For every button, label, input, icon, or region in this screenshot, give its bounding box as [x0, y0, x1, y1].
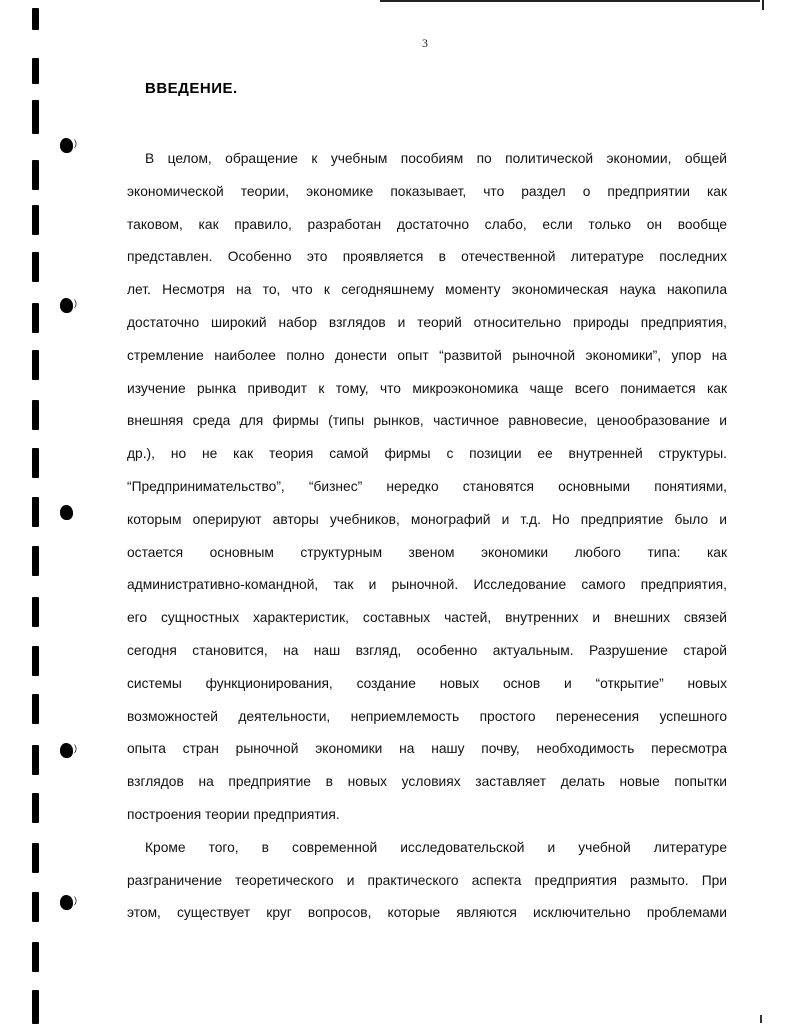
scan-margin-bar — [32, 497, 39, 527]
text-line: таковом, как правило, разработан достаточно слабо, если только он вообще — [127, 216, 727, 232]
scan-margin-bar — [32, 597, 39, 627]
scan-margin-bar — [32, 58, 39, 84]
paragraph — [127, 143, 727, 832]
text-line: “Предпринимательство”, “бизнес” нередко становятся основными понятиями, — [127, 478, 727, 494]
scan-margin-bar — [32, 100, 39, 134]
text-line: этом, существует круг вопросов, которые являются исключительно проблемами — [127, 905, 727, 921]
binding-hole-blot: ) — [60, 138, 77, 158]
text-line: разграничение теоретического и практического аспекта предприятия размыто. При — [127, 872, 727, 888]
text-line: которым оперируют авторы учебников, монографий и т.д. Но предприятие было и — [127, 511, 727, 527]
text-line: стремление наиболее полно донести опыт “развитой рыночной экономики”, упор на — [127, 347, 727, 363]
page-number: 3 — [422, 36, 428, 50]
scan-margin-bar — [32, 448, 39, 478]
text-line: системы функционирования, создание новых основ и “открытие” новых — [127, 675, 727, 691]
scan-margin-bar — [32, 350, 39, 380]
text-line: В целом, обращение к учебным пособиям по политической экономии, общей — [145, 151, 727, 166]
scan-margin-bar — [32, 252, 39, 282]
binding-hole-blot: ) — [60, 743, 77, 763]
text-line: сегодня становится, на наш взгляд, особенно актуальным. Разрушение старой — [127, 642, 727, 658]
binding-hole-blot: ) — [60, 895, 77, 915]
scan-margin-bar — [32, 8, 39, 30]
scan-margin-bar — [32, 942, 39, 972]
text-line: административно-командной, так и рыночной. Исследование самого предприятия, — [127, 577, 727, 593]
section-heading: ВВЕДЕНИЕ. — [145, 80, 238, 97]
scan-margin-bar — [32, 694, 39, 724]
text-line: построения теории предприятия. — [127, 806, 340, 822]
scan-margin-bar — [32, 646, 39, 676]
text-line: лет. Несмотря на то, что к сегодняшнему моменту экономическая наука накопила — [127, 282, 727, 298]
scan-corner-mark — [760, 1015, 762, 1023]
text-line: внешняя среда для фирмы (типы рынков, частичное равновесие, ценообразование и — [127, 413, 727, 429]
text-line: экономической теории, экономике показывает, что раздел о предприятии как — [127, 183, 727, 199]
scan-margin-bar — [32, 793, 39, 823]
text-line: остается основным структурным звеном экономики любого типа: как — [127, 544, 727, 560]
text-line: Кроме того, в современной исследовательской и учебной литературе — [145, 839, 727, 855]
scan-margin-bar — [32, 990, 39, 1024]
scan-margin-bar — [32, 843, 39, 873]
text-line: взглядов на предприятие в новых условиях заставляет делать новые попытки — [127, 774, 727, 790]
binding-hole-blot — [60, 505, 73, 525]
binding-hole-blot: ) — [60, 298, 77, 318]
text-line: опыта стран рыночной экономики на нашу почву, необходимость пересмотра — [127, 741, 727, 757]
text-line: др.), но не как теория самой фирмы с позиции ее внутренней структуры. — [127, 446, 727, 462]
scan-margin-bar — [32, 303, 39, 333]
text-line: возможностей деятельности, неприемлемость простого перенесения успешного — [127, 708, 727, 724]
text-line: изучение рынка приводит к тому, что микроэкономика чаще всего понимается как — [127, 380, 727, 396]
text-line: его сущностных характеристик, составных частей, внутренних и внешних связей — [127, 610, 727, 626]
scan-margin-bar — [32, 745, 39, 775]
paragraph — [127, 832, 727, 930]
scan-margin-bar — [32, 892, 39, 922]
scan-top-corner — [756, 0, 764, 10]
text-line: представлен. Особенно это проявляется в отечественной литературе последних — [127, 249, 727, 265]
scan-top-edge — [380, 0, 760, 2]
text-line: достаточно широкий набор взглядов и теорий относительно природы предприятия, — [127, 314, 727, 330]
body-text — [127, 143, 727, 930]
scan-margin-bar — [32, 160, 39, 190]
scan-margin-bar — [32, 400, 39, 430]
scan-margin-bar — [32, 205, 39, 235]
scan-margin-bar — [32, 546, 39, 576]
